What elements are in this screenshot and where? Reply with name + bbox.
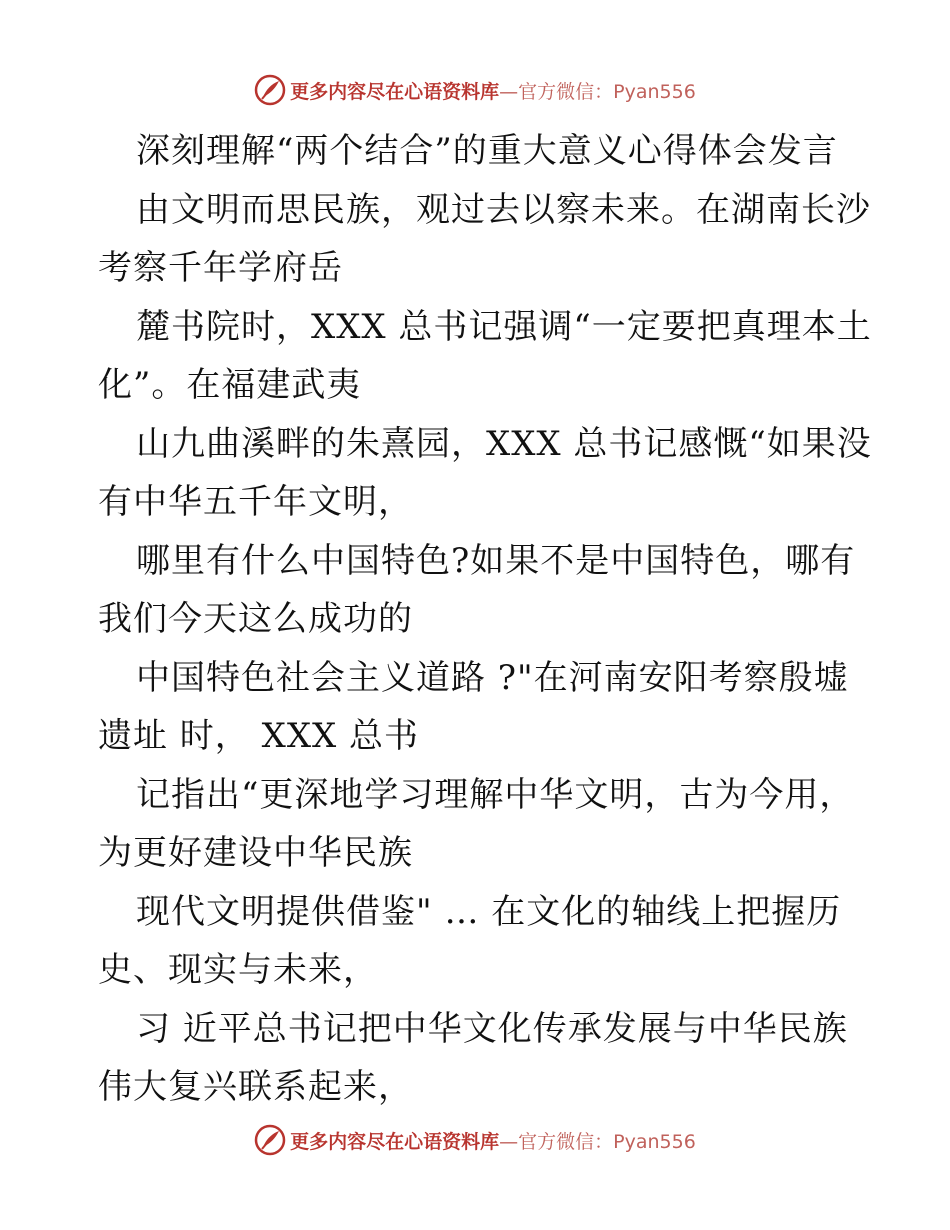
watermark-sub-text: —官方微信：Pyan556: [499, 80, 696, 103]
text-line: 习 近平总书记把中华文化传承发展与中华民族: [136, 1008, 848, 1049]
text-line: 伟大复兴联系起来，: [98, 1067, 413, 1107]
text-line: 中国特色社会主义道路 ?"在河南安阳考察殷墟: [136, 657, 849, 698]
feather-pen-logo-icon: [254, 74, 286, 106]
text-line: 为更好建设中华民族: [98, 833, 413, 873]
watermark-main-text: 更多内容尽在心语资料库: [290, 1130, 500, 1153]
text-line: 我们今天这么成功的: [98, 599, 413, 639]
footer-watermark: [0, 1120, 950, 1160]
text-line: 史、现实与未来，: [98, 950, 378, 990]
watermark-main-text: 更多内容尽在心语资料库: [290, 80, 500, 103]
text-line: 化”。在福建武夷: [98, 365, 362, 405]
text-line: 现代文明提供借鉴" … 在文化的轴线上把握历: [136, 891, 842, 932]
text-line: 哪里有什么中国特色?如果不是中国特色，哪有: [136, 540, 856, 581]
text-line: 山九曲溪畔的朱熹园，XXX 总书记感慨“如果没: [136, 423, 872, 464]
text-line: 遗址 时， XXX 总书: [98, 716, 420, 756]
text-line: 麓书院时，XXX 总书记强调“一定要把真理本土: [136, 306, 872, 347]
text-line: 考察千年学府岳: [98, 248, 343, 288]
text-line: 由文明而思民族，观过去以察未来。在湖南长沙: [136, 189, 871, 230]
text-line: 有中华五千年文明，: [98, 482, 413, 522]
feather-pen-logo-icon: [254, 1124, 286, 1156]
header-watermark: [0, 70, 950, 110]
text-line: 深刻理解“两个结合”的重大意义心得体会发言: [136, 131, 838, 171]
text-line: 记指出“更深地学习理解中华文明，古为今用，: [136, 774, 855, 815]
watermark-sub-text: —官方微信：Pyan556: [499, 1130, 696, 1153]
document-body: [98, 122, 878, 1117]
